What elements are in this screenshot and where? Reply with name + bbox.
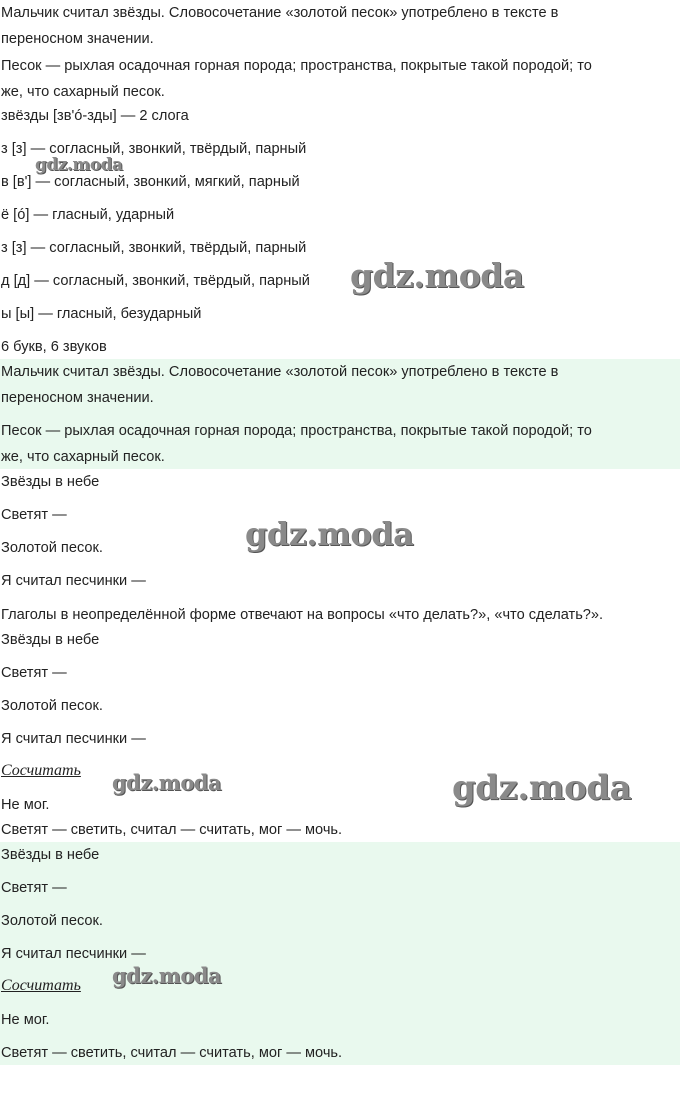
- sound-analysis-line: ы [ы] — гласный, безударный: [1, 306, 202, 322]
- text-line: Мальчик считал звёзды. Словосочетание «золотой песок» употреблено в тексте в: [1, 5, 559, 21]
- poem-line: Золотой песок.: [1, 540, 103, 556]
- poem-line: Золотой песок.: [1, 698, 103, 714]
- sound-analysis-line: з [з] — согласный, звонкий, твёрдый, парный: [1, 240, 307, 256]
- sound-analysis-line: д [д] — согласный, звонкий, твёрдый, парный: [1, 273, 310, 289]
- watermark: gdz.moda: [112, 963, 222, 988]
- watermark: gdz.moda: [350, 256, 524, 295]
- watermark: gdz.moda: [245, 515, 414, 553]
- answer-line: Светят — светить, считал — считать, мог — мочь.: [1, 1045, 343, 1061]
- answer-line: Светят — светить, считал — считать, мог — мочь.: [1, 822, 343, 838]
- text-line: Песок — рыхлая осадочная горная порода; пространства, покрытые такой породой; то: [1, 423, 592, 439]
- poem-line: Светят —: [1, 507, 67, 523]
- poem-line: Звёзды в небе: [1, 474, 100, 490]
- poem-line: Светят —: [1, 665, 67, 681]
- poem-line: Не мог.: [1, 1012, 50, 1028]
- poem-line: Светят —: [1, 880, 67, 896]
- inserted-word: Сосчитать: [1, 977, 81, 994]
- poem-line: Золотой песок.: [1, 913, 103, 929]
- watermark: gdz.moda: [112, 770, 222, 795]
- text-line: же, что сахарный песок.: [1, 84, 165, 100]
- poem-line: Я считал песчинки —: [1, 946, 146, 962]
- inserted-word: Сосчитать: [1, 762, 81, 779]
- rule-line: Глаголы в неопределённой форме отвечают на вопросы «что делать?», «что сделать?».: [1, 607, 604, 623]
- sound-analysis-line: з [з] — согласный, звонкий, твёрдый, парный: [1, 141, 307, 157]
- poem-line: Не мог.: [1, 797, 50, 813]
- text-line: Песок — рыхлая осадочная горная порода; пространства, покрытые такой породой; то: [1, 58, 592, 74]
- text-line: переносном значении.: [1, 31, 154, 47]
- sound-analysis-line: в [в'] — согласный, звонкий, мягкий, парный: [1, 174, 300, 190]
- text-line: Мальчик считал звёзды. Словосочетание «золотой песок» употреблено в тексте в: [1, 364, 559, 380]
- watermark: gdz.moda: [35, 155, 123, 175]
- transcription-line: звёзды [зв'ó-зды] — 2 слога: [1, 108, 189, 124]
- poem-line: Я считал песчинки —: [1, 731, 146, 747]
- poem-line: Я считал песчинки —: [1, 573, 146, 589]
- watermark: gdz.moda: [452, 768, 632, 808]
- poem-line: Звёзды в небе: [1, 847, 100, 863]
- sound-analysis-line: ё [ó] — гласный, ударный: [1, 207, 175, 223]
- text-line: переносном значении.: [1, 390, 154, 406]
- text-line: же, что сахарный песок.: [1, 449, 165, 465]
- poem-line: Звёзды в небе: [1, 632, 100, 648]
- summary-line: 6 букв, 6 звуков: [1, 339, 107, 355]
